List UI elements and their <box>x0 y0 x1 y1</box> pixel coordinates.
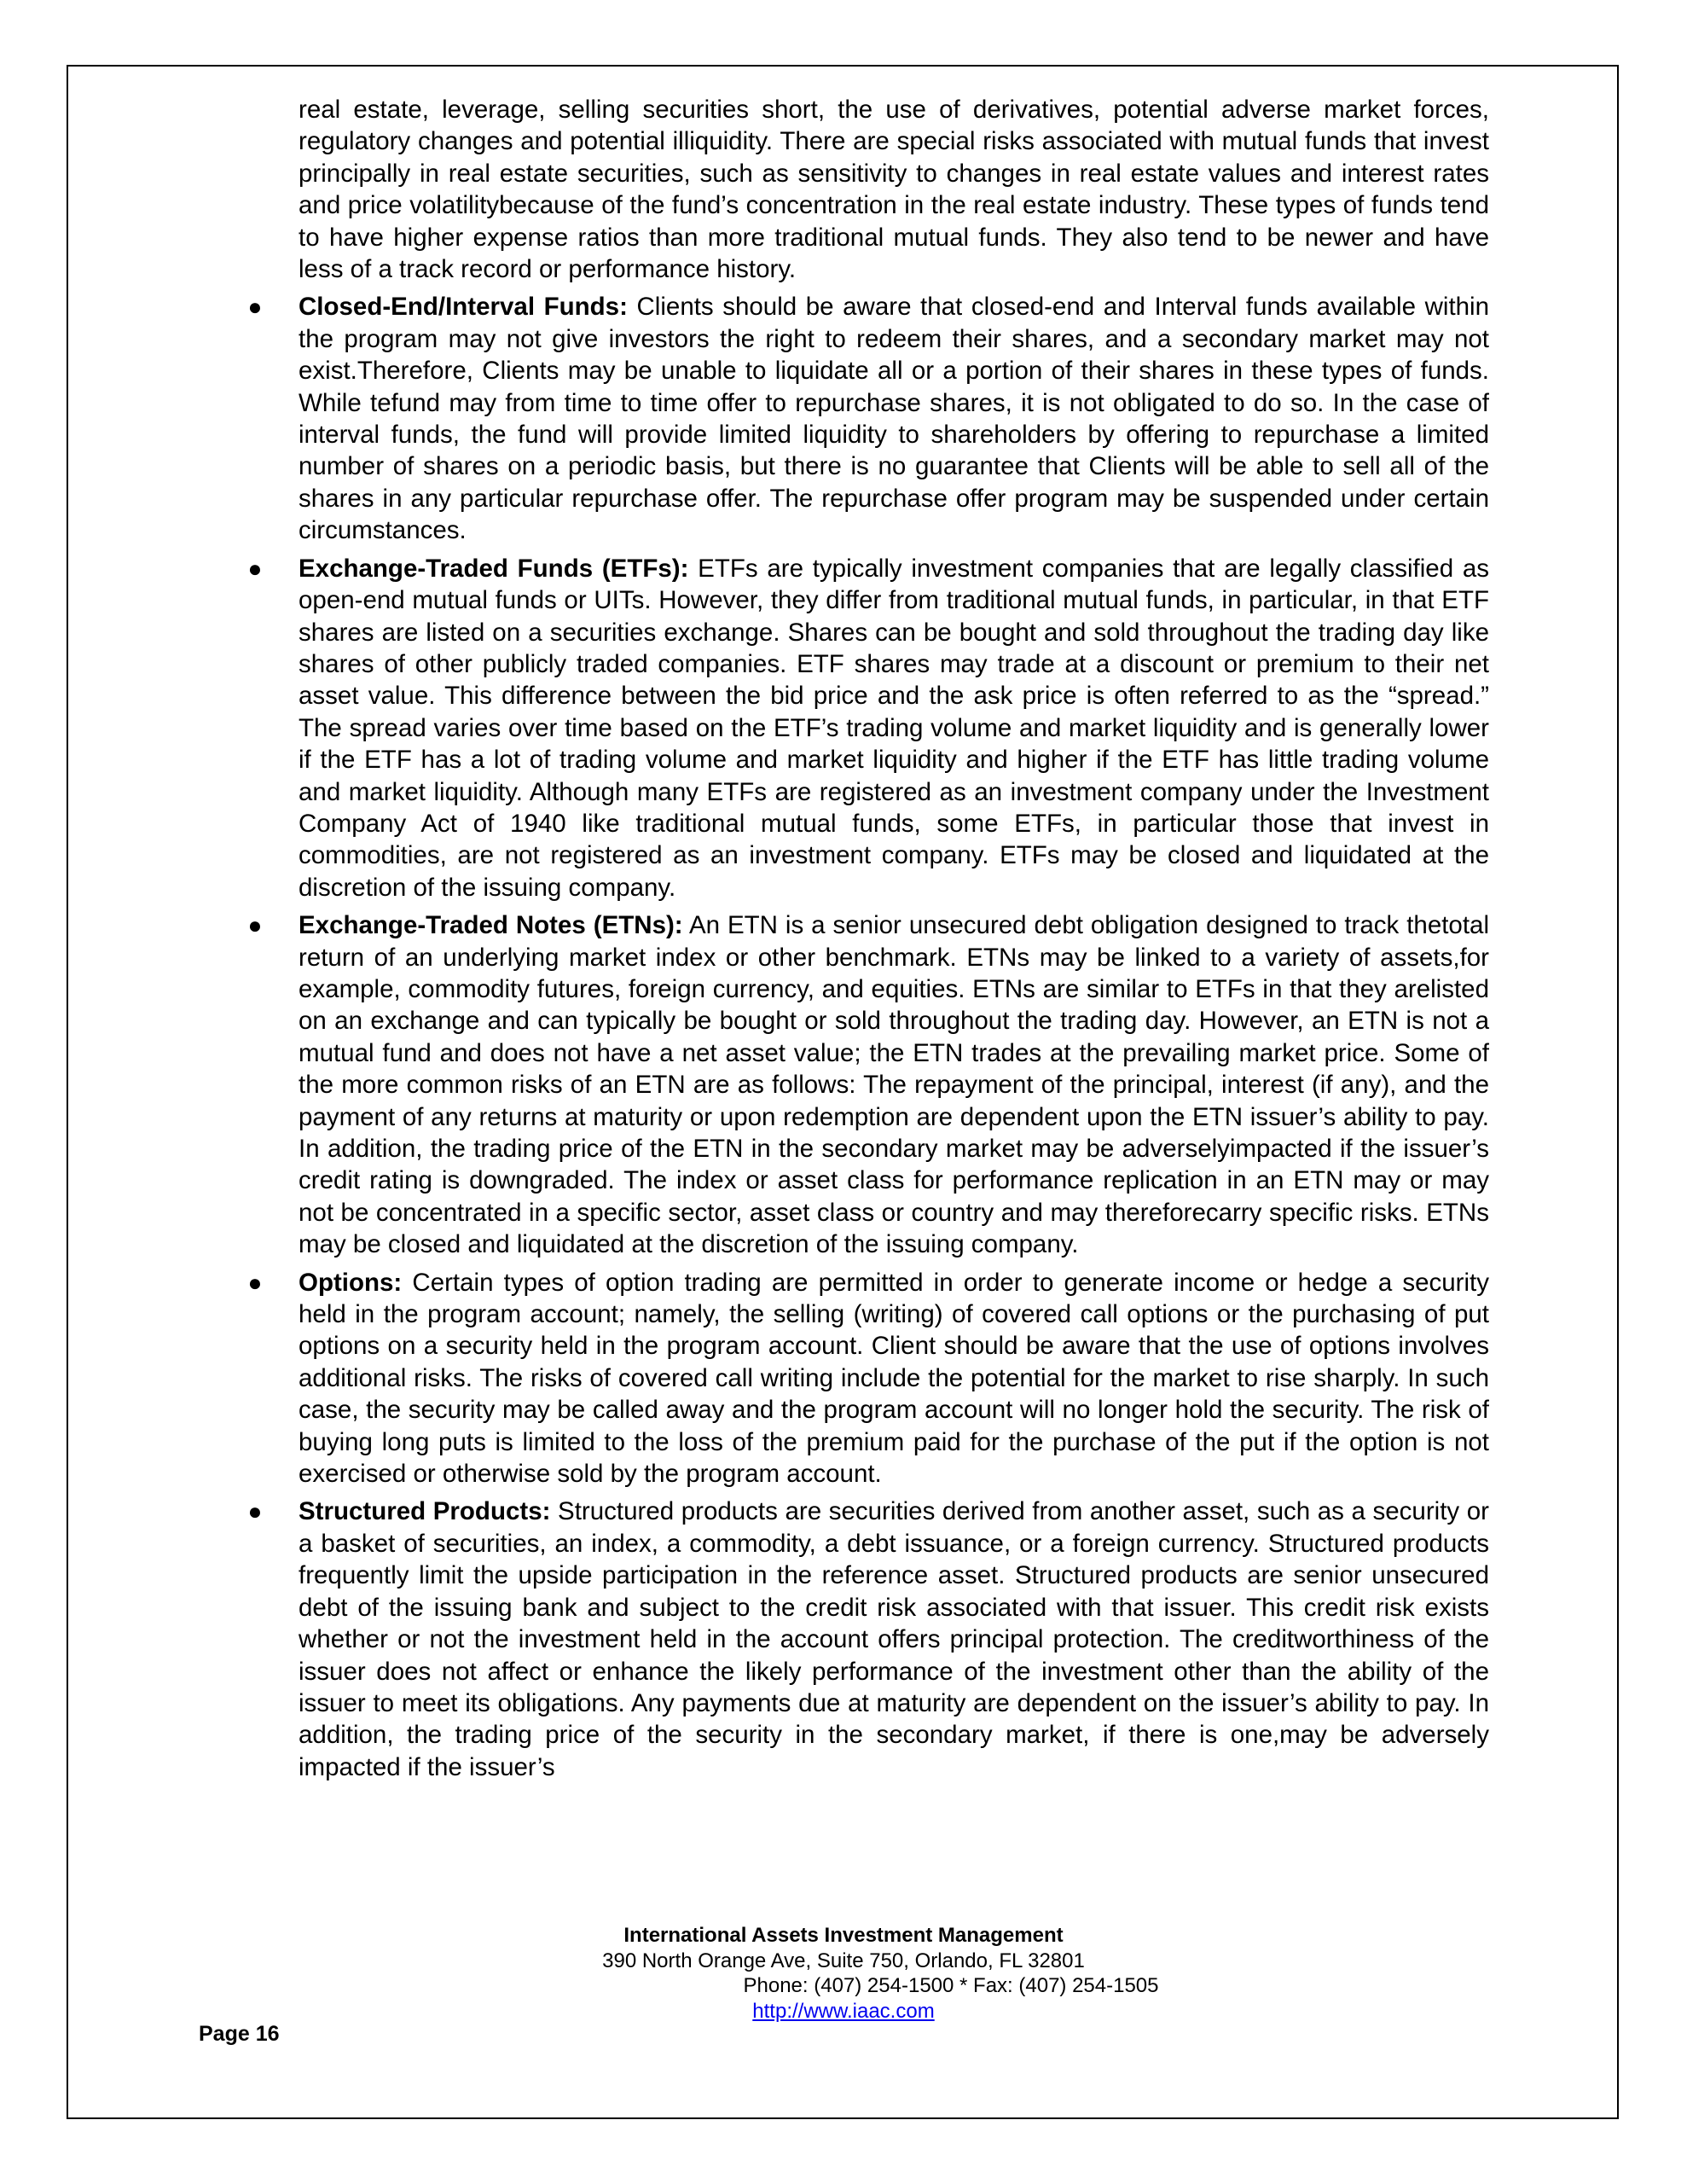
bullet-exchange-traded-notes <box>247 909 1489 1260</box>
bullet-term: Exchange-Traded Notes (ETNs): <box>299 911 683 940</box>
bullet-structured-products <box>247 1496 1489 1783</box>
risk-bullet-list <box>247 291 1490 1783</box>
bullet-dot-icon: ● <box>247 1498 263 1525</box>
bullet-dot-icon: ● <box>247 912 263 939</box>
footer-website-link[interactable]: http://www.iaac.com <box>752 1999 935 2023</box>
footer-company-name: International Assets Investment Management <box>623 1924 1064 1947</box>
bullet-exchange-traded-funds <box>247 553 1489 903</box>
page-footer <box>426 1923 1261 2024</box>
bullet-text: ETFs are typically investment companies that are legally classified as open-end mutual funds or UITs. However, they differ from traditional mutual funds, in particular, in that ETF shares are listed on a securities exchange. Shares can be bought and sold throughout the trading day like shares of other publicly traded companies. ETF shares may trade at a discount or premium to their net asset value. This difference between the bid price and the ask price is often referred to as the “spread.” The spread varies over time based on the ETF’s trading volume and market liquidity and is generally lower if the ETF has a lot of trading volume and market liquidity and higher if the ETF has little trading volume and market liquidity. Although many ETFs are registered as an investment company under the Investment Company Act of 1940 like traditional mutual funds, some ETFs, in particular those that invest in commodities, are not registered as an investment company. ETFs may be closed and liquidated at the discretion of the issuing company. <box>299 554 1489 902</box>
intro-paragraph: real estate, leverage, selling securities short, the use of derivatives, potential adverse market forces, regulatory changes and potential illiquidity. There are special risks associated with mutual funds that invest principally in real estate securities, such as sensitivity to changes in real estate values and interest rates and price volatilitybecause of the fund’s concentration in the real estate industry. These types of funds tend to have higher expense ratios than more traditional mutual funds. They also tend to be newer and have less of a track record or performance history. <box>299 96 1489 284</box>
bullet-term: Closed-End/Interval Funds: <box>299 293 628 322</box>
bullet-text: An ETN is a senior unsecured debt obligation designed to track thetotal return of an underlying market index or other benchmark. ETNs may be linked to a variety of assets,for example, commodity futures, foreign currency, and equities. ETNs are similar to ETFs in that they arelisted on an exchange and can typically be bought or sold throughout the trading day. However, an ETN is not a mutual fund and does not have a net asset value; the ETN trades at the prevailing market price. Some of the more common risks of an ETN are as follows: The repayment of the principal, interest (if any), and the payment of any returns at maturity or upon redemption are dependent upon the ETN issuer’s ability to pay. In addition, the trading price of the ETN in the secondary market may be adverselyimpacted if the issuer’s credit rating is downgraded. The index or asset class for performance replication in an ETN may or may not be concentrated in a specific sector, asset class or country and may thereforecarry specific risks. ETNs may be closed and liquidated at the discretion of the issuing company. <box>299 911 1489 1259</box>
bullet-options <box>247 1267 1489 1490</box>
bullet-text: Certain types of option trading are permitted in order to generate income or hedge a security held in the program account; namely, the selling (writing) of covered call options or the purchasing of put options on a security held in the program account. Client should be aware that the use of options involves additional risks. The risks of covered call writing include the potential for the market to rise sharply. In such case, the security may be called away and the program account will no longer hold the security. The risk of buying long puts is limited to the loss of the premium paid for the purchase of the put if the option is not exercised or otherwise sold by the program account. <box>299 1268 1489 1489</box>
bullet-term: Options: <box>299 1268 403 1297</box>
bullet-dot-icon: ● <box>247 293 263 321</box>
bullet-text: Structured products are securities derived from another asset, such as a security or a basket of securities, an index, a commodity, a debt issuance, or a foreign currency. Structured products frequently limit the upside participation in the reference asset. Structured products are senior unsecured debt of the issuing bank and subject to the credit risk associated with that issuer. This credit risk exists whether or not the investment held in the account offers principal protection. The creditworthiness of the issuer does not affect or enhance the likely performance of the investment other than the ability of the issuer to meet its obligations. Any payments due at maturity are dependent on the issuer’s ability to pay. In addition, the trading price of the security in the secondary market, if there is one,may be adversely impacted if the issuer’s <box>299 1497 1489 1781</box>
bullet-dot-icon: ● <box>247 555 263 582</box>
bullet-closed-end-interval-funds <box>247 291 1490 546</box>
page-number: Page 16 <box>199 2022 280 2046</box>
document-body <box>247 94 1490 1783</box>
bullet-text: Clients should be aware that closed-end and Interval funds available within the program may not give investors the right to redeem their shares, and a secondary market may not exist.Therefore, Clients may be unable to liquidate all or a portion of their shares in these types of funds. While tefund may from time to time offer to repurchase shares, it is not obligated to do so. In the case of interval funds, the fund will provide limited liquidity to shareholders by offering to repurchase a limited number of shares on a periodic basis, but there is no guarantee that Clients will be able to sell all of the shares in any particular repurchase offer. The repurchase offer program may be suspended under certain circumstances. <box>299 293 1490 545</box>
bullet-term: Exchange-Traded Funds (ETFs): <box>299 554 689 583</box>
bullet-term: Structured Products: <box>299 1497 551 1526</box>
footer-address: 390 North Orange Ave, Suite 750, Orlando, FL 32801 <box>602 1949 1085 1972</box>
footer-phone-fax: Phone: (407) 254-1500 * Fax: (407) 254-1505 <box>743 1974 1159 1997</box>
bullet-dot-icon: ● <box>247 1269 263 1296</box>
